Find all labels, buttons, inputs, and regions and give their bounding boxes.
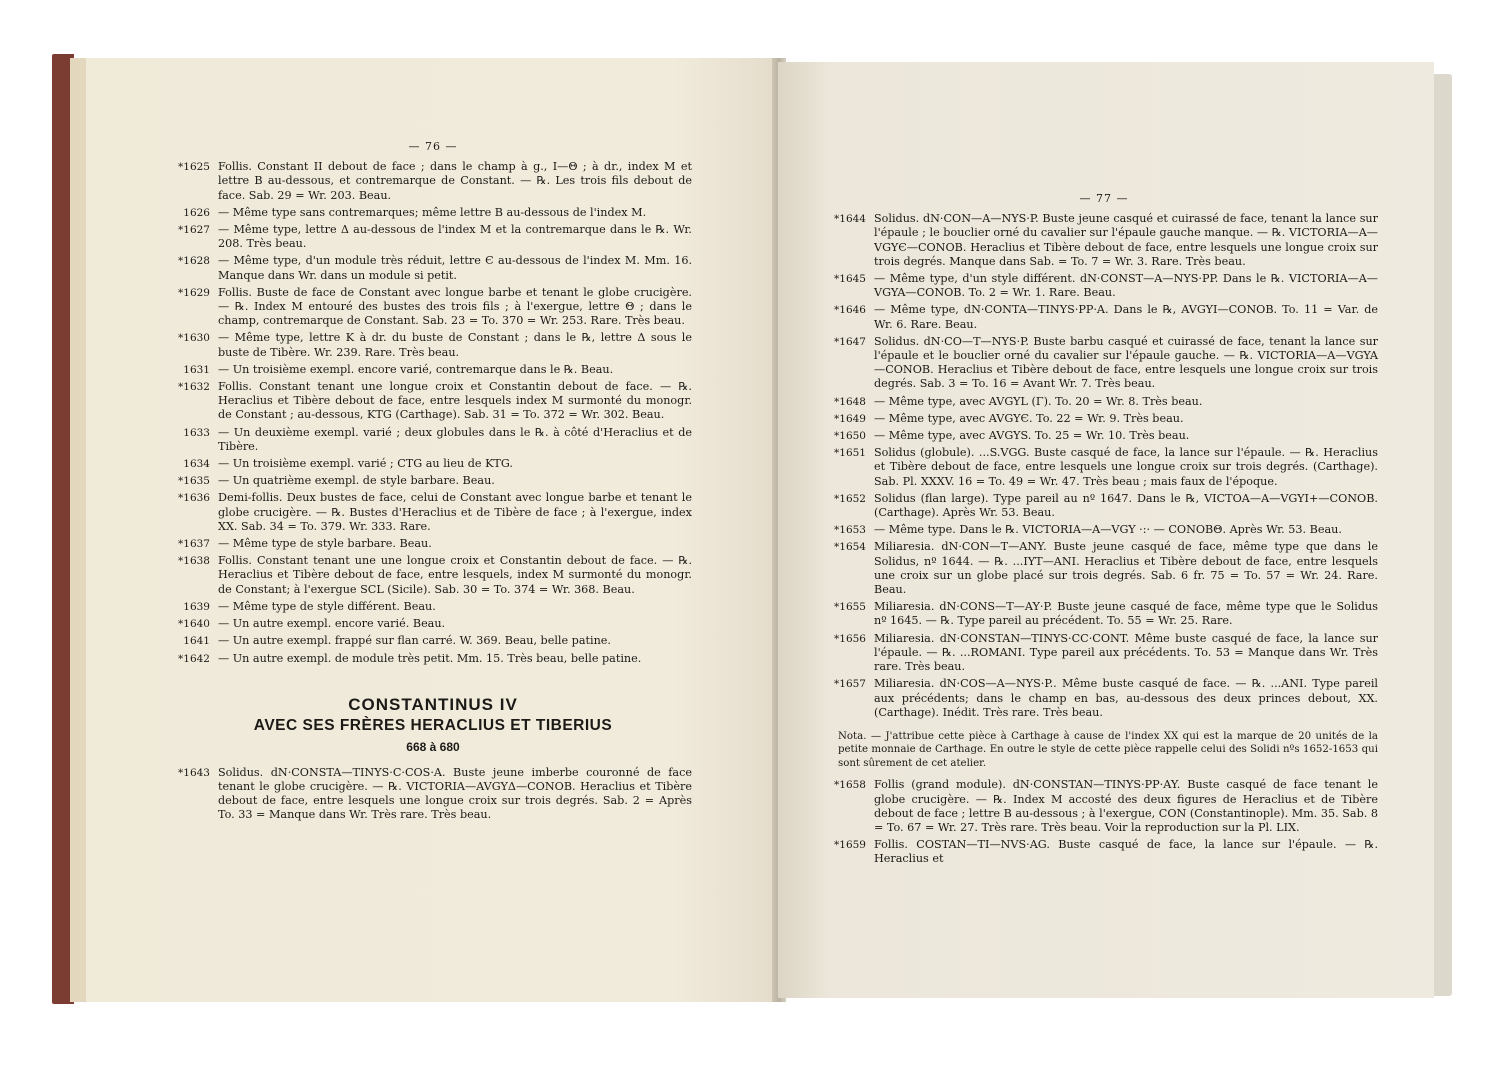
entry-number: 1626 [183,206,210,219]
catalog-entry [830,212,1378,269]
entry-text: Solidus. dN·CON—A—NYS·P. Buste jeune casqué et cuirassé de face, tenant la lance sur l'épaule ; le bouclier orné du cavalier sur l'épaule gauche manque. — ℞. VICTORIA—A—VGYЄ—CONOB. Heraclius et Tibère debout de face, entre lesquels une longue croix sur trois degrés. Manque dans Sab. = To. 7 = Wr. 3. Rare. Très beau. [874,212,1378,268]
catalog-entry [830,395,1378,409]
entry-number: 1631 [183,363,210,376]
catalog-entry [830,600,1378,628]
entry-number: *1632 [178,381,210,394]
entry-number: 1634 [183,458,210,471]
catalog-entry [830,523,1378,537]
catalog-entry [830,272,1378,300]
entry-number: *1640 [178,618,210,631]
entry-number: 1639 [183,600,210,613]
entry-text: Solidus. dN·CONSTA—TINYS·C·COS·A. Buste jeune imberbe couronné de face tenant le globe crucigère. — ℞. VICTORIA—AVGYΔ—CONOB. Heraclius et Tibère debout de face, entre lesquels une longue croix sur trois degrés. Sab. 2 = Après To. 33 = Manque dans Wr. Très rare. Très beau. [218,765,692,822]
entry-text: Miliaresia. dN·CONS—T—AY·P. Buste jeune casqué de face, même type que le Solidus nº 1645. — ℞. Type pareil au précédent. To. 55 = Wr. 25. Rare. [874,600,1378,628]
entry-text: — Même type, avec AVGYL (Γ). To. 20 = Wr. 8. Très beau. [874,394,1203,408]
entry-number: *1642 [178,652,210,665]
entry-text: Follis. Constant tenant une une longue croix et Constantin debout de face. — ℞. Heraclius et Tibère debout de face, entre lesquels, index M surmonté du monogr. de Constant; à l'exergue SCL (Sicile). Sab. 30 = To. 374 = Wr. 368. Beau. [218,554,692,596]
entry-text: — Même type, d'un style différent. dN·CONST—A—NYS·PP. Dans le ℞. VICTORIA—A—VGYA—CONOB. To. 2 = Wr. 1. Rare. Beau. [874,272,1378,300]
entry-number: *1637 [178,538,210,551]
entry-number: *1636 [178,492,210,505]
entry-text: — Même type, lettre Δ au-dessous de l'index M et la contremarque dans le ℞. Wr. 208. Très beau. [218,223,692,251]
left-entries-list [174,160,692,666]
entry-number: *1657 [834,678,866,691]
catalog-entry [830,429,1378,443]
catalog-entry [174,652,692,666]
entry-text: Follis. Constant II debout de face ; dans le champ à g., I—Θ ; à dr., index M et lettre B au-dessous, et contremarque de Constant. — ℞. Les trois fils debout de face. Sab. 29 = Wr. 203. Beau. [218,160,692,202]
entry-text: — Même type, dN·CONTA—TINYS·PP·A. Dans le ℞, AVGYI—CONOB. To. 11 = Var. de Wr. 6. Rare. Beau. [874,303,1378,331]
entry-number: *1628 [178,255,210,268]
entry-text: — Même type. Dans le ℞. VICTORIA—A—VGY ·:· — CONOBΘ. Après Wr. 53. Beau. [874,523,1342,537]
right-page-number: — 77 — [1079,192,1129,205]
entry-number: *1648 [834,395,866,408]
catalog-entry [830,412,1378,426]
entry-text: Solidus. dN·CO—T—NYS·P. Buste barbu casqué et cuirassé de face, tenant la lance sur l'épaule et le bouclier orné du cavalier sur l'épaule gauche. — ℞. VICTORIA—A—VGYA—CONOB. Heraclius et Tibère debout de face, entre lesquels une longue croix sur trois degrés. Sab. 3 = To. 16 = Avant Wr. 7. Très beau. [874,334,1378,391]
entry-number: *1645 [834,273,866,286]
catalog-entry [174,363,692,377]
entry-number: *1650 [834,430,866,443]
entry-text: — Même type sans contremarques; même lettre B au-dessous de l'index M. [218,205,647,219]
entry-text: — Même type, avec AVGYЄ. To. 22 = Wr. 9. Très beau. [874,411,1184,425]
entry-text: Miliaresia. dN·COS—A—NYS·P.. Même buste casqué de face. — ℞. ...ANI. Type pareil aux précédents; dans le champ en bas, au-dessous des deux princes debout, XX. (Carthage). Inédit. Très rare. Très beau. [874,677,1378,719]
entry-number: *1651 [834,447,866,460]
catalog-entry [830,838,1378,866]
entry-number: *1646 [834,304,866,317]
nota-paragraph: Nota. — J'attribue cette pièce à Carthage à cause de l'index XX qui est la marque de 20 unités de la petite monnaie de Carthage. En outre le style de cette pièce rappelle celui des Solidi nºs 1652-1653 qui sont sûrement de cet atelier. [838,730,1378,769]
entry-text: — Même type, avec AVGYS. To. 25 = Wr. 10. Très beau. [874,429,1190,443]
entry-number: *1653 [834,524,866,537]
entry-text: — Même type de style barbare. Beau. [218,537,432,551]
section-title: CONSTANTINUS IV [348,694,518,714]
catalog-entry [830,677,1378,720]
catalog-entry [830,492,1378,520]
section-heading [174,694,692,756]
entry-text: Miliaresia. dN·CONSTAN—TINYS·CC·CONT. Même buste casqué de face, la lance sur l'épaule. — ℞. ...ROMANI. Type pareil aux précédents. To. 53 = Manque dans Wr. Très rare. Très beau. [874,631,1378,674]
entry-number: *1629 [178,286,210,299]
entry-number: *1630 [178,332,210,345]
section-subtitle: AVEC SES FRÈRES HERACLIUS ET TIBERIUS [253,716,613,734]
right-entries-list [830,212,1378,720]
entry-number: *1659 [834,839,866,852]
catalog-entry [174,223,692,251]
right-page-content [830,192,1378,870]
entry-text: — Un autre exempl. frappé sur flan carré. W. 369. Beau, belle patine. [218,634,611,648]
entry-number: *1643 [178,766,210,779]
catalog-entry [174,457,692,471]
entry-number: *1655 [834,601,866,614]
entry-number: *1627 [178,224,210,237]
entry-number: *1644 [834,213,866,226]
entry-text: Follis. Constant tenant une longue croix et Constantin debout de face. — ℞. Heraclius et Tibère debout de face, entre lesquels index M surmonté du monogr. de Constant ; au-dessous, KTG (Carthage). Sab. 31 = To. 372 = Wr. 302. Beau. [218,380,692,422]
catalog-entry [174,474,692,488]
entry-text: — Un troisième exempl. varié ; CTG au lieu de KTG. [218,457,513,471]
entry-number: *1654 [834,541,866,554]
entry-number: *1652 [834,492,866,505]
entry-number: *1647 [834,335,866,348]
catalog-entry [830,778,1378,835]
catalog-entry [830,335,1378,392]
left-entries-after-list [174,766,692,823]
catalog-entry [174,600,692,614]
entry-text: Follis. Buste de face de Constant avec longue barbe et tenant le globe crucigère. — ℞. Index M entouré des bustes des trois fils ; à l'exergue, lettre Θ ; dans le champ, contremarque de Constant. Sab. 23 = To. 370 = Wr. 253. Rare. Très beau. [218,285,692,328]
entry-number: *1625 [178,161,210,174]
catalog-entry [830,540,1378,597]
catalog-entry [174,286,692,329]
catalog-entry [174,254,692,282]
entry-text: — Même type, d'un module très réduit, lettre Є au-dessous de l'index M. Mm. 16. Manque dans Wr. dans un module si petit. [218,254,692,282]
catalog-entry [830,446,1378,489]
entry-number: *1638 [178,555,210,568]
entry-text: — Un quatrième exempl. de style barbare. Beau. [218,474,495,488]
left-page [86,58,778,1002]
entry-text: Solidus (flan large). Type pareil au nº 1647. Dans le ℞, VICTOA—A—VGYI+—CONOB. (Carthage). Après Wr. 53. Beau. [874,491,1378,520]
entry-text: — Un troisième exempl. encore varié, contremarque dans le ℞. Beau. [218,362,614,376]
entry-text: Miliaresia. dN·CON—T—ANY. Buste jeune casqué de face, même type que dans le Solidus, nº 1644. — ℞. ...IYT—ANI. Heraclius et Tibère debout de face, entre lesquels une croix sur un globe placé sur trois degrés. Sab. 6 fr. 75 = To. 57 = Wr. 24. Rare. Beau. [874,540,1378,597]
catalog-entry [174,491,692,534]
entry-number: *1656 [834,632,866,645]
entry-text: — Un deuxième exempl. varié ; deux globules dans le ℞. à côté d'Heraclius et de Tibère. [218,425,692,453]
catalog-entry [174,617,692,631]
left-page-number: — 76 — [408,140,458,153]
entry-text: Follis (grand module). dN·CONSTAN—TINYS·PP·AY. Buste casqué de face tenant le globe crucigère. — ℞. Index M accosté des deux figures de Heraclius et de Tibère debout de face ; lettre B au-dessous ; à l'exergue, CON (Constantinople). Mm. 35. Sab. 8 = To. 67 = Wr. 27. Très rare. Très beau. Voir la reproduction sur la Pl. LIX. [874,778,1378,835]
catalog-entry [174,766,692,823]
open-book [52,48,1452,1008]
catalog-entry [174,537,692,551]
entry-text: Solidus (globule). ...S.VGG. Buste casqué de face, la lance sur l'épaule. — ℞. Heraclius et Tibère debout de face, entre lesquels une longue croix sur trois degrés. (Carthage). Sab. Pl. XXXV. 16 = To. 49 = Wr. 47. Très beau ; mais faux de l'époque. [874,446,1378,488]
catalog-entry [174,554,692,597]
entry-text: Follis. COSTAN—TI—NVS·AG. Buste casqué de face, la lance sur l'épaule. — ℞. Heraclius et [874,838,1378,866]
catalog-entry [830,632,1378,675]
entry-number: *1635 [178,475,210,488]
catalog-entry [174,634,692,648]
entry-number: 1633 [183,426,210,439]
entry-number: *1649 [834,412,866,425]
right-entries-after-list [830,778,1378,866]
entry-number: *1658 [834,779,866,792]
right-page [778,62,1434,998]
catalog-entry [174,426,692,454]
entry-text: — Même type de style différent. Beau. [218,599,436,613]
catalog-entry [174,380,692,423]
entry-number: 1641 [183,635,210,648]
left-page-content [174,140,692,826]
catalog-entry [174,206,692,220]
catalog-entry [830,303,1378,331]
section-dates: 668 à 680 [406,739,460,754]
catalog-entry [174,331,692,359]
entry-text: — Même type, lettre K à dr. du buste de Constant ; dans le ℞, lettre Δ sous le buste de Tibère. Wr. 239. Rare. Très beau. [218,331,692,359]
entry-text: — Un autre exempl. de module très petit. Mm. 15. Très beau, belle patine. [218,651,642,665]
entry-text: — Un autre exempl. encore varié. Beau. [218,617,446,631]
entry-text: Demi-follis. Deux bustes de face, celui de Constant avec longue barbe et tenant le globe crucigère. — ℞. Bustes d'Heraclius et de Tibère de face ; à l'exergue, index XX. Sab. 34 = To. 379. Wr. 333. Rare. [218,491,692,533]
catalog-entry [174,160,692,203]
